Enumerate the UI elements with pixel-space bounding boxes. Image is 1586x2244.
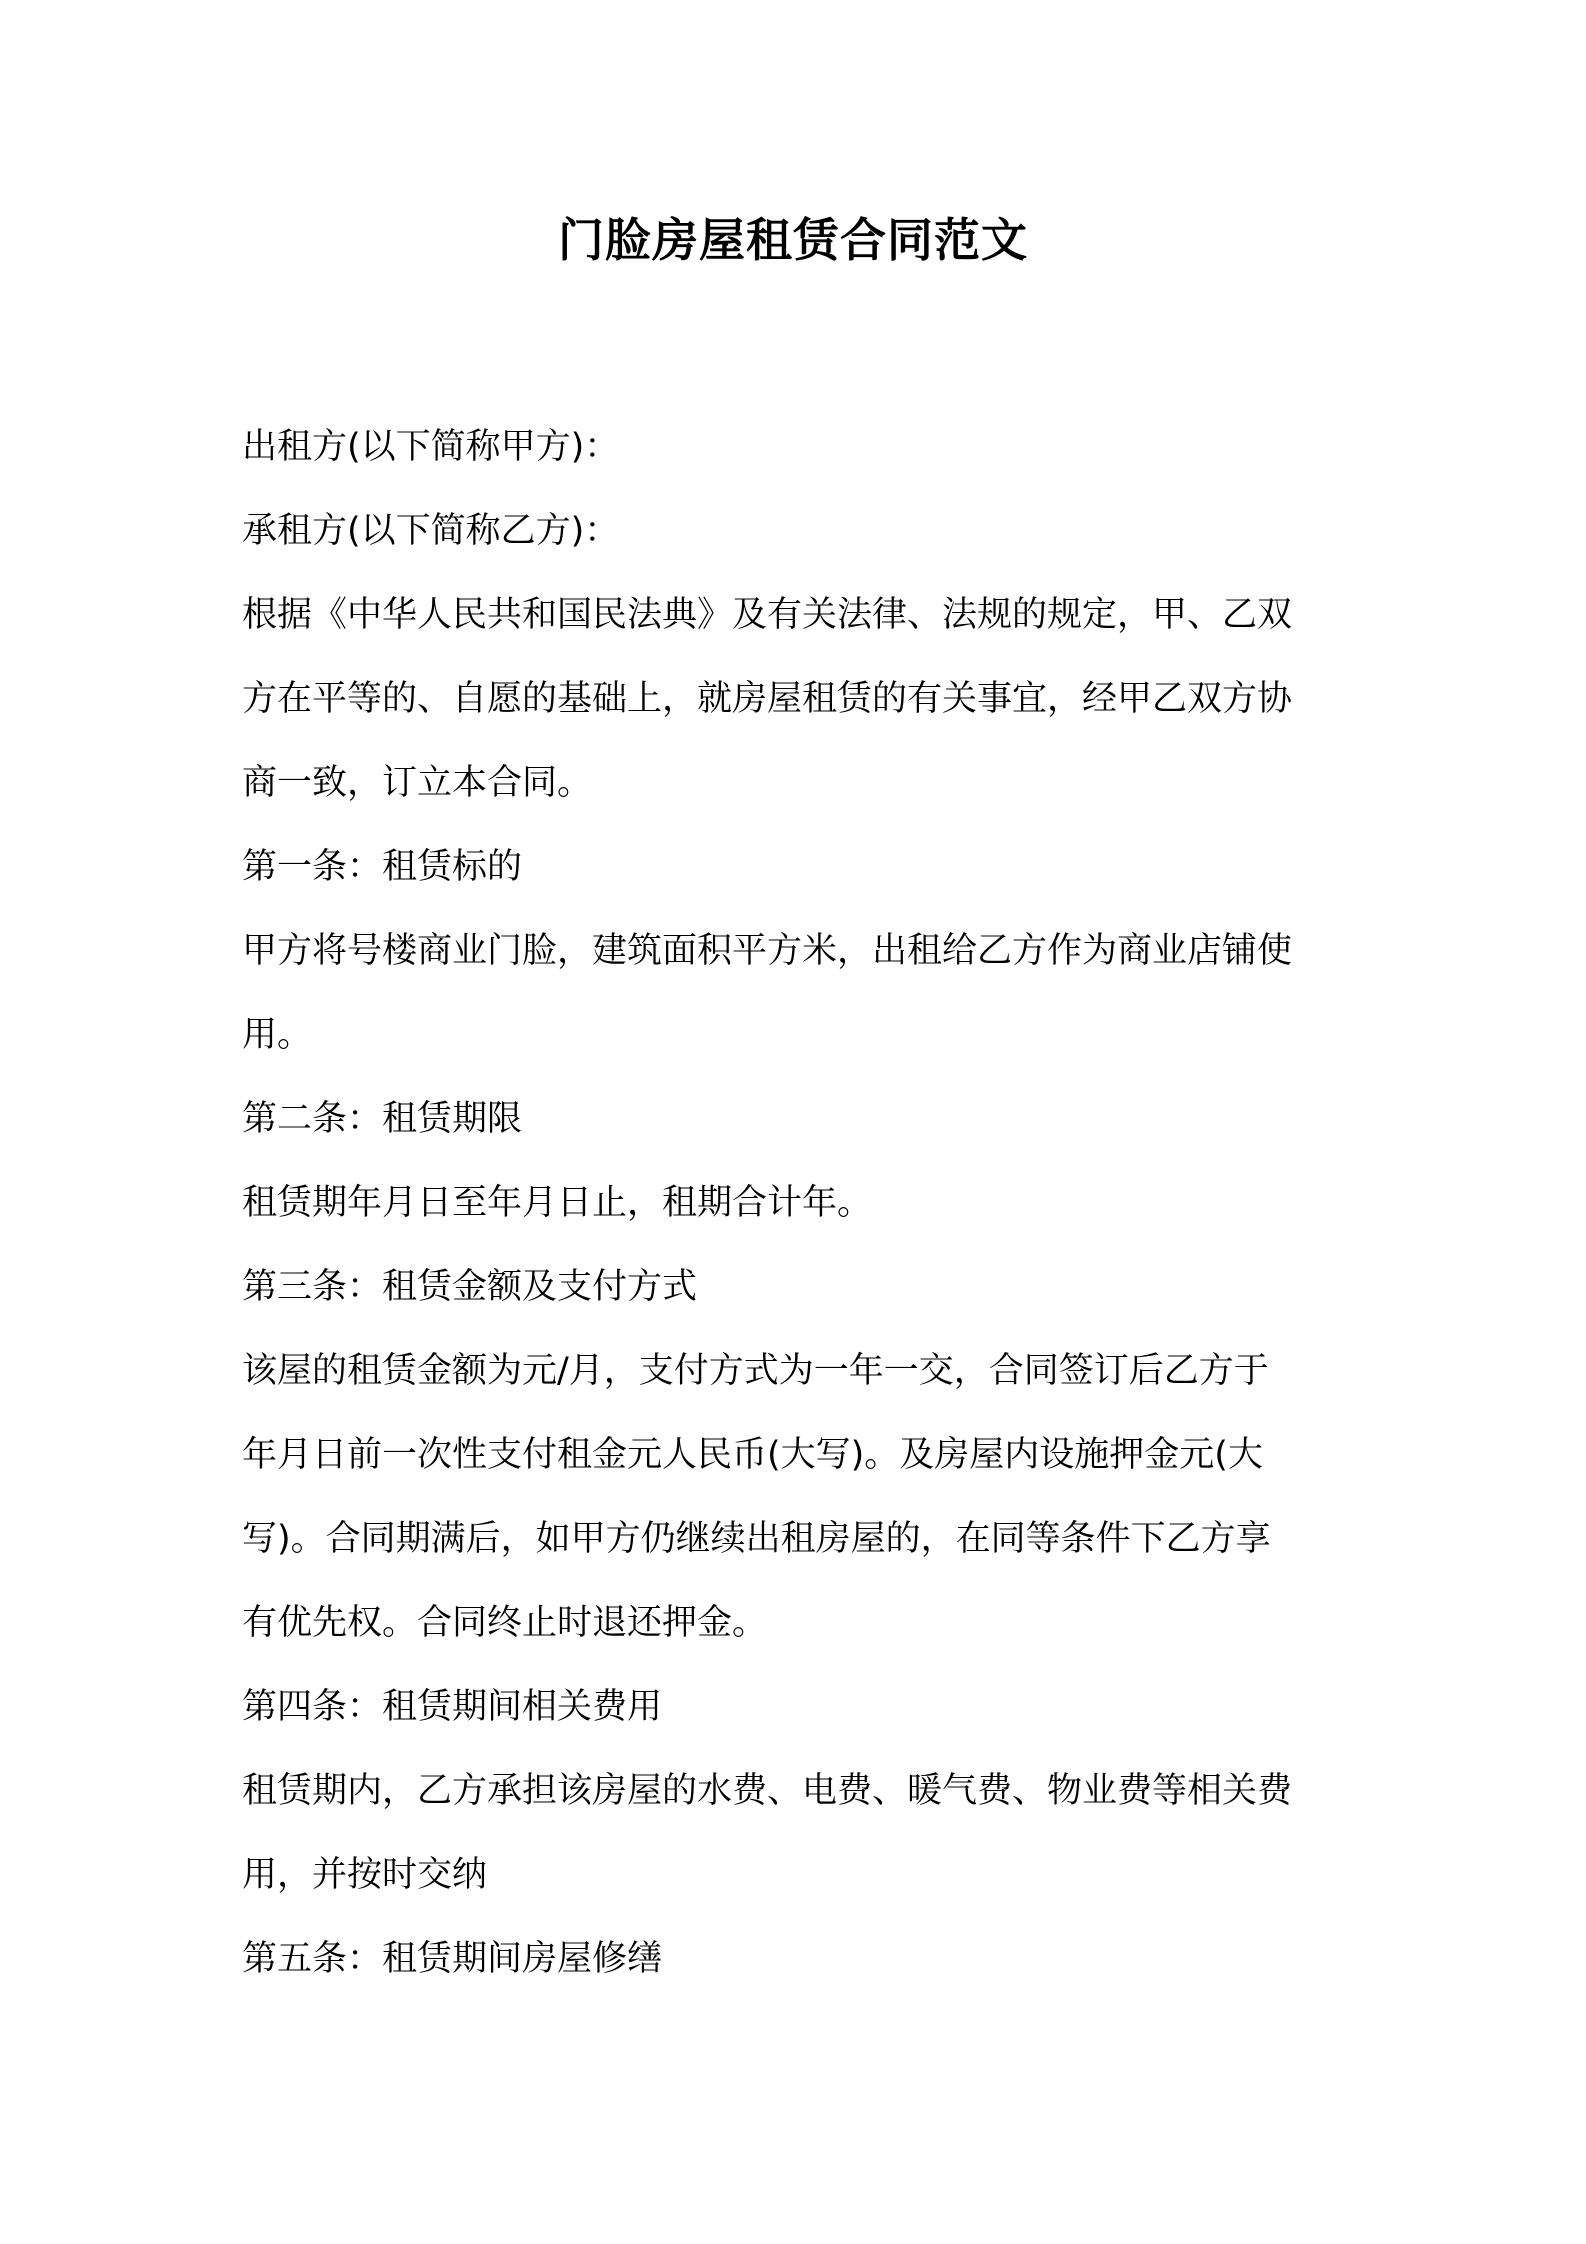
section-heading: 第二条：租赁期限 — [242, 1099, 523, 1139]
text-line: 租赁期年月日至年月日止，租期合计年。 — [242, 1183, 873, 1223]
text-line: 该屋的租赁金额为元/月，支付方式为一年一交，合同签订后乙方于 — [242, 1351, 1269, 1391]
text-line: 有优先权。合同终止时退还押金。 — [242, 1603, 768, 1643]
text-line: 租赁期内，乙方承担该房屋的水费、电费、暖气费、物业费等相关费 — [242, 1771, 1293, 1811]
text-line: 甲方将号楼商业门脸，建筑面积平方米，出租给乙方作为商业店铺使 — [242, 931, 1293, 971]
section-heading: 第四条：租赁期间相关费用 — [242, 1687, 663, 1727]
document-body — [242, 405, 1352, 2001]
text-line: 写)。合同期满后，如甲方仍继续出租房屋的，在同等条件下乙方享 — [242, 1519, 1271, 1559]
section-heading: 第一条：租赁标的 — [242, 847, 523, 887]
text-line: 根据《中华人民共和国民法典》及有关法律、法规的规定，甲、乙双 — [242, 595, 1293, 635]
text-line: 用。 — [242, 1015, 313, 1055]
document-title: 门脸房屋租赁合同范文 — [558, 213, 1028, 267]
text-line: 方在平等的、自愿的基础上，就房屋租赁的有关事宜，经甲乙双方协 — [242, 679, 1293, 719]
text-line: 承租方(以下简称乙方)： — [242, 511, 620, 551]
text-line: 出租方(以下简称甲方)： — [242, 427, 620, 467]
text-line: 年月日前一次性支付租金元人民币(大写)。及房屋内设施押金元(大 — [242, 1435, 1263, 1475]
text-line: 用，并按时交纳 — [242, 1855, 488, 1895]
section-heading: 第五条：租赁期间房屋修缮 — [242, 1939, 663, 1979]
text-line: 商一致，订立本合同。 — [242, 763, 593, 803]
section-heading: 第三条：租赁金额及支付方式 — [242, 1267, 698, 1307]
